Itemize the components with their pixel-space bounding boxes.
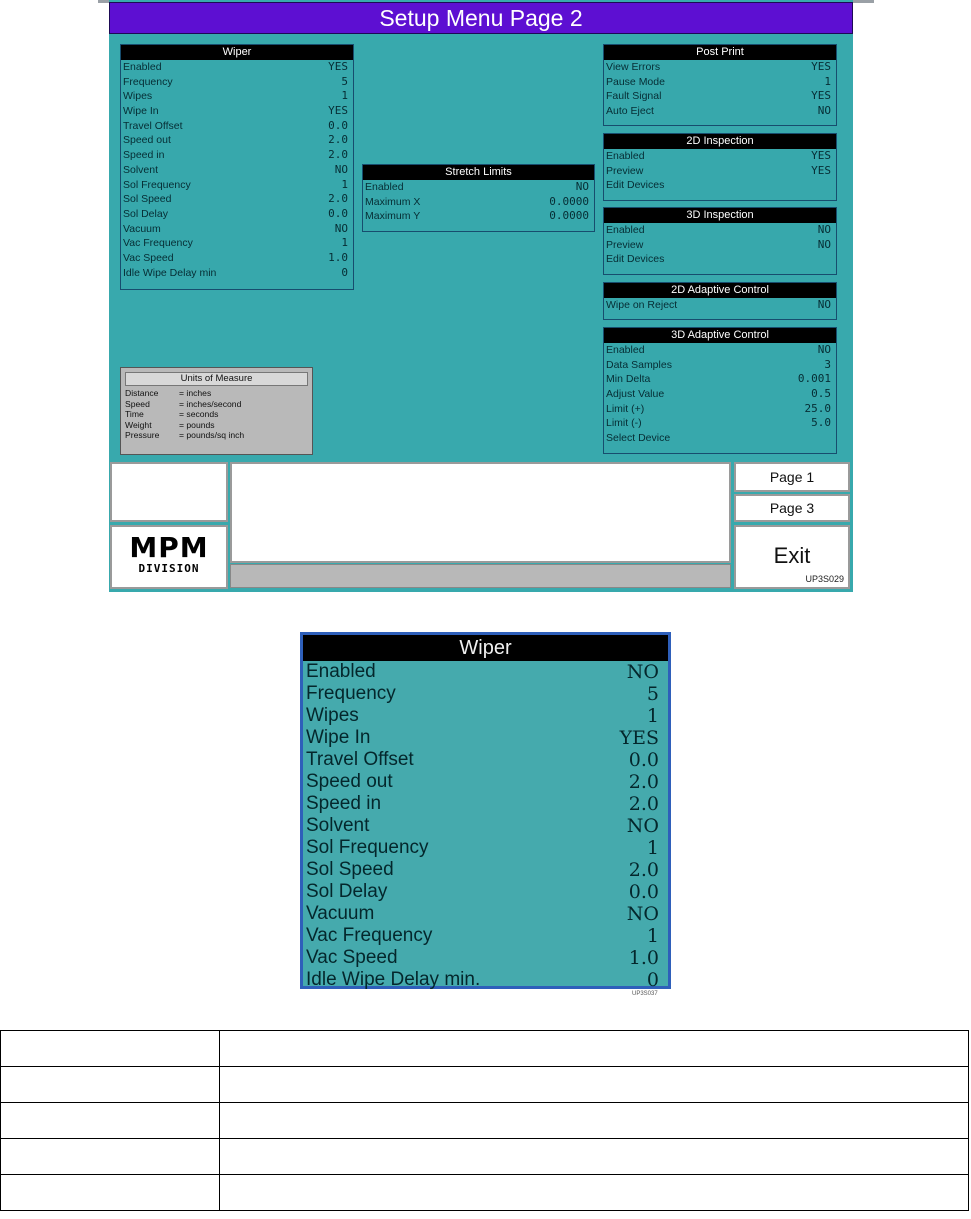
setting-value: 1.0 (328, 250, 348, 264)
zoom-setting-value: 2.0 (628, 793, 659, 815)
stretch-limits-panel[interactable] (362, 164, 595, 232)
setting-row[interactable] (604, 298, 836, 313)
table-cell (220, 1175, 969, 1211)
setting-label: Preview (606, 238, 644, 251)
unit-row (121, 420, 312, 431)
table-cell (1, 1067, 220, 1103)
setting-label: Limit (-) (606, 417, 642, 430)
table-row (1, 1103, 969, 1139)
table-cell (1, 1139, 220, 1175)
table-row (1, 1031, 969, 1067)
mpm-logo (110, 525, 228, 589)
setting-label: Pause Mode (606, 75, 665, 88)
setting-label: Sol Delay (123, 207, 168, 220)
zoom-setting-label: Sol Speed (306, 859, 394, 880)
setting-value: YES (811, 163, 831, 177)
zoom-setting-value: 5 (646, 683, 659, 705)
setting-label: Edit Devices (606, 253, 665, 266)
unit-row (121, 409, 312, 420)
wiper-panel[interactable] (120, 44, 354, 290)
zoom-setting-row (303, 859, 668, 881)
setting-label: Maximum X (365, 195, 421, 208)
setting-row[interactable] (604, 223, 836, 238)
table-row (1, 1175, 969, 1211)
zoom-setting-label: Frequency (306, 683, 396, 704)
setting-value: 0.0 (328, 118, 348, 132)
table-cell (220, 1139, 969, 1175)
zoom-setting-row (303, 793, 668, 815)
setting-label: View Errors (606, 61, 661, 73)
setting-value: NO (817, 223, 831, 236)
setting-label: Enabled (606, 150, 645, 162)
post-print-panel[interactable] (603, 44, 837, 126)
table-cell (1, 1175, 220, 1211)
zoom-setting-label: Sol Delay (306, 881, 388, 902)
exit-button-label: Exit (773, 543, 811, 568)
setting-label: Frequency (123, 75, 173, 88)
zoom-setting-row (303, 969, 668, 991)
setting-value: 0 (341, 265, 348, 279)
setting-value: NO (817, 298, 831, 311)
setting-label: Vac Speed (123, 251, 174, 264)
setting-label: Travel Offset (123, 119, 183, 132)
setting-label: Min Delta (606, 373, 651, 386)
setting-row[interactable] (363, 180, 594, 195)
setting-row[interactable] (604, 372, 836, 387)
setting-label: Sol Speed (123, 193, 172, 206)
zoom-setting-label: Idle Wipe Delay min. (306, 969, 481, 990)
setting-value: YES (328, 104, 348, 118)
zoom-setting-value: YES (619, 727, 659, 749)
setting-row[interactable] (121, 119, 353, 134)
setting-value: YES (811, 149, 831, 162)
setting-label: Limit (+) (606, 402, 645, 415)
setting-row[interactable] (121, 251, 353, 266)
zoom-setting-row (303, 947, 668, 969)
setting-value: 25.0 (804, 401, 831, 415)
zoom-setting-value: 1.0 (628, 947, 659, 969)
setting-value: YES (811, 89, 831, 103)
table-cell (220, 1103, 969, 1139)
zoom-setting-row (303, 837, 668, 859)
setting-row[interactable] (121, 60, 353, 75)
zoom-setting-label: Vac Speed (306, 947, 398, 968)
inspection-3d-panel[interactable] (603, 207, 837, 275)
setting-value: NO (817, 343, 831, 356)
unit-quantity: Speed (125, 398, 150, 409)
setting-value: 1 (341, 89, 348, 103)
zoom-setting-row (303, 661, 668, 683)
setting-label: Fault Signal (606, 90, 662, 103)
unit-value: = inches/second (179, 398, 242, 409)
units-header: Units of Measure (125, 372, 308, 386)
screen-code: UP3S029 (805, 574, 844, 584)
unit-row (121, 430, 312, 441)
setting-label: Auto Eject (606, 105, 654, 118)
setting-row[interactable] (121, 89, 353, 104)
setting-label: Vac Frequency (123, 237, 193, 250)
unit-row (121, 388, 312, 399)
message-area (230, 462, 731, 563)
setting-value: 1 (341, 236, 348, 250)
unit-quantity: Time (125, 409, 144, 419)
zoom-setting-value: 2.0 (628, 859, 659, 881)
zoom-setting-label: Wipe In (306, 727, 371, 748)
logo-division-text: DIVISION (138, 562, 200, 575)
zoom-setting-label: Sol Frequency (306, 837, 429, 858)
wiper-panel-zoomed (300, 632, 671, 989)
units-of-measure-panel (120, 367, 313, 455)
setting-label: Solvent (123, 163, 159, 176)
setting-value: NO (817, 104, 831, 118)
setting-label: Enabled (365, 181, 404, 193)
unit-value: = seconds (179, 409, 219, 419)
setting-label: Sol Frequency (123, 178, 191, 191)
table-row (1, 1067, 969, 1103)
unit-value: = pounds (179, 419, 215, 430)
zoom-setting-row (303, 903, 668, 925)
adaptive-2d-panel[interactable] (603, 282, 837, 320)
table-cell (220, 1031, 969, 1067)
blank-status-box (110, 462, 228, 522)
unit-quantity: Weight (125, 419, 152, 430)
setting-row[interactable] (121, 148, 353, 163)
setting-row[interactable] (121, 178, 353, 193)
setting-label: Enabled (123, 61, 162, 73)
setting-value: YES (811, 60, 831, 73)
page-title: Setup Menu Page 2 (109, 2, 853, 34)
zoom-setting-value: 0 (646, 969, 659, 991)
zoom-setting-row (303, 925, 668, 947)
zoom-setting-row (303, 771, 668, 793)
zoom-setting-value: 1 (646, 705, 659, 727)
table-row (1, 1139, 969, 1175)
setting-row[interactable] (604, 416, 836, 431)
zoom-setting-label: Enabled (306, 661, 376, 682)
setting-row[interactable] (604, 164, 836, 179)
setting-value: 2.0 (328, 148, 348, 162)
inspection-2d-panel[interactable] (603, 133, 837, 201)
zoom-setting-row (303, 683, 668, 705)
setting-row[interactable] (604, 358, 836, 373)
exit-button[interactable] (734, 525, 850, 589)
setting-label: Vacuum (123, 222, 161, 235)
stretch-limits-header: Stretch Limits (363, 165, 594, 180)
setting-value: 1 (341, 177, 348, 191)
zoom-setting-value: NO (626, 815, 659, 837)
adaptive-3d-header: 3D Adaptive Control (604, 328, 836, 343)
setting-value: 0.0 (328, 206, 348, 220)
zoom-setting-label: Wipes (306, 705, 359, 726)
table-cell (220, 1067, 969, 1103)
unit-quantity: Distance (125, 388, 159, 398)
unit-quantity: Pressure (125, 430, 160, 440)
setting-row[interactable] (604, 387, 836, 402)
setting-value: 0.5 (811, 387, 831, 401)
zoom-setting-row (303, 705, 668, 727)
setting-label: Select Device (606, 432, 671, 445)
zoom-setting-value: NO (626, 661, 659, 683)
setting-row[interactable] (121, 104, 353, 119)
setting-label: Data Samples (606, 358, 672, 371)
post-print-header: Post Print (604, 45, 836, 60)
setting-value: NO (334, 162, 348, 176)
zoom-setting-label: Vacuum (306, 903, 375, 924)
setting-row[interactable] (604, 104, 836, 119)
description-table (0, 1030, 969, 1211)
setting-value: 1 (824, 74, 831, 88)
setting-value: 5 (341, 74, 348, 88)
unit-value: = inches (179, 388, 212, 398)
zoom-setting-row (303, 727, 668, 749)
setting-value: 0.0000 (549, 209, 589, 223)
setting-row[interactable] (121, 163, 353, 178)
table-cell (1, 1031, 220, 1067)
setting-value: NO (334, 221, 348, 235)
setup-menu-screen (109, 0, 853, 592)
zoom-setting-label: Solvent (306, 815, 370, 836)
setting-row[interactable] (363, 195, 594, 210)
adaptive-2d-header: 2D Adaptive Control (604, 283, 836, 298)
setting-value: NO (817, 237, 831, 251)
zoom-setting-value: NO (626, 903, 659, 925)
setting-label: Adjust Value (606, 388, 665, 401)
zoom-setting-value: 1 (646, 837, 659, 859)
setting-value: 2.0 (328, 133, 348, 147)
adaptive-3d-panel[interactable] (603, 327, 837, 454)
setting-row[interactable] (604, 343, 836, 358)
zoom-figure-code: UP3S037 (632, 991, 658, 997)
page-3-button[interactable]: Page 3 (734, 494, 850, 522)
zoom-setting-row (303, 749, 668, 771)
setting-row[interactable] (363, 209, 594, 224)
setting-row[interactable] (121, 222, 353, 237)
setting-row[interactable] (121, 133, 353, 148)
zoom-setting-value: 1 (646, 925, 659, 947)
setting-label: Edit Devices (606, 179, 665, 192)
message-status-strip (230, 564, 731, 588)
zoom-setting-label: Speed out (306, 771, 393, 792)
inspection-3d-header: 3D Inspection (604, 208, 836, 223)
logo-mpm-text: MPM (129, 531, 209, 564)
setting-row[interactable] (604, 238, 836, 253)
setting-row[interactable] (604, 252, 836, 267)
wiper-panel-header: Wiper (121, 45, 353, 60)
setting-row[interactable] (121, 75, 353, 90)
setting-value: 2.0 (328, 192, 348, 206)
zoom-setting-label: Travel Offset (306, 749, 414, 770)
setting-value: NO (575, 180, 589, 193)
zoom-setting-row (303, 881, 668, 903)
zoom-setting-label: Vac Frequency (306, 925, 433, 946)
setting-row[interactable] (604, 75, 836, 90)
table-cell (1, 1103, 220, 1139)
setting-label: Wipe In (123, 105, 159, 118)
setting-label: Wipe on Reject (606, 299, 678, 311)
setting-label: Maximum Y (365, 210, 421, 223)
setting-row[interactable] (121, 266, 353, 281)
setting-row[interactable] (604, 60, 836, 75)
setting-row[interactable] (604, 89, 836, 104)
setting-row[interactable] (604, 149, 836, 164)
setting-label: Enabled (606, 344, 645, 356)
setting-value: 0.0000 (549, 194, 589, 208)
setting-label: Idle Wipe Delay min (123, 266, 217, 279)
zoom-setting-value: 0.0 (628, 881, 659, 903)
setting-row[interactable] (121, 236, 353, 251)
setting-label: Speed in (123, 149, 165, 162)
setting-value: YES (328, 60, 348, 73)
setting-row[interactable] (121, 207, 353, 222)
zoom-setting-label: Speed in (306, 793, 382, 814)
setting-label: Wipes (123, 90, 153, 103)
setting-label: Preview (606, 164, 644, 177)
setting-value: 3 (824, 357, 831, 371)
unit-value: = pounds/sq inch (179, 430, 245, 440)
setting-row[interactable] (121, 192, 353, 207)
setting-value: 5.0 (811, 416, 831, 430)
setting-label: Enabled (606, 224, 645, 236)
setting-label: Speed out (123, 134, 171, 147)
setting-row[interactable] (604, 431, 836, 446)
setting-row[interactable] (604, 178, 836, 193)
setting-row[interactable] (604, 402, 836, 417)
setting-value: 0.001 (797, 372, 831, 386)
unit-row (121, 399, 312, 410)
zoom-setting-row (303, 815, 668, 837)
wiper-zoom-header: Wiper (303, 635, 668, 661)
page-1-button[interactable]: Page 1 (734, 462, 850, 492)
zoom-setting-value: 0.0 (628, 749, 659, 771)
inspection-2d-header: 2D Inspection (604, 134, 836, 149)
zoom-setting-value: 2.0 (628, 771, 659, 793)
